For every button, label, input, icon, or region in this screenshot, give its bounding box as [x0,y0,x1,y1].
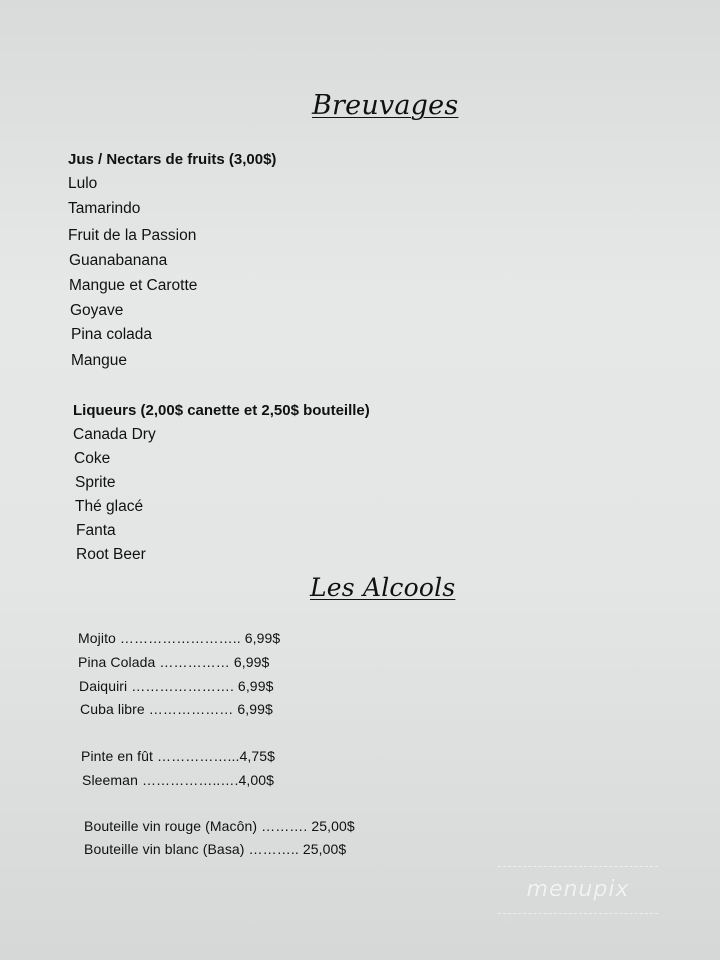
juice-item: Goyave [70,302,124,319]
soda-item: Sprite [75,474,116,491]
watermark-logo: menupix [498,866,658,914]
cocktail-line: Pina Colada …………… 6,99$ [78,654,270,670]
wine-line: Bouteille vin rouge (Macôn) ………. 25,00$ [84,818,355,834]
soda-item: Coke [74,450,111,467]
soda-item: Canada Dry [73,426,156,443]
page-title: Breuvages [312,90,459,121]
soda-item: Fanta [76,522,116,539]
soda-section-heading: Liqueurs (2,00$ canette et 2,50$ bouteille) [73,402,370,419]
juice-item: Lulo [68,175,98,192]
cocktail-line: Mojito …………………….. 6,99$ [78,630,281,646]
alcohol-section-title: Les Alcools [310,573,456,602]
juice-item: Fruit de la Passion [68,227,197,244]
soda-item: Thé glacé [75,498,144,515]
beer-line: Pinte en fût ……………...4,75$ [81,748,276,764]
soda-item: Root Beer [76,546,146,563]
juice-item: Mangue [71,352,128,369]
cocktail-line: Daiquiri …………………. 6,99$ [79,678,274,694]
juice-item: Guanabanana [69,252,168,269]
juice-item: Tamarindo [68,200,141,217]
juice-item: Mangue et Carotte [69,277,198,294]
juice-item: Pina colada [71,326,153,343]
beer-line: Sleeman ……………..….4,00$ [82,772,275,788]
wine-line: Bouteille vin blanc (Basa) ……….. 25,00$ [84,841,347,857]
juice-section-heading: Jus / Nectars de fruits (3,00$) [68,151,277,168]
cocktail-line: Cuba libre ……………… 6,99$ [80,701,273,717]
